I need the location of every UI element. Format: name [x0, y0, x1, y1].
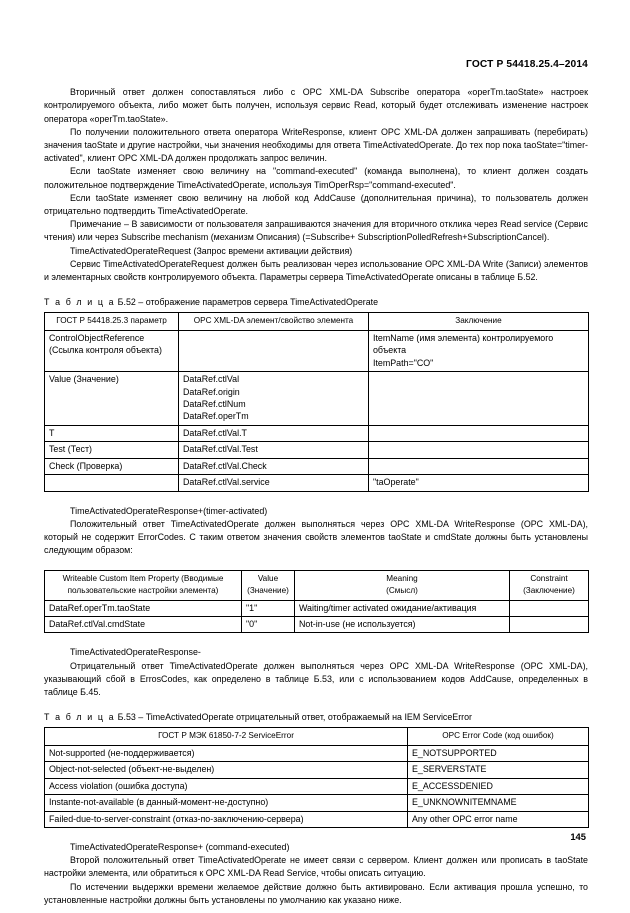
table-b52-cell-param: Value (Значение): [45, 372, 179, 426]
table-b52-cell-param: [45, 475, 179, 491]
table-b53-header-row: [45, 728, 589, 746]
table-row: [45, 372, 589, 426]
paragraph-note-subscribe: Примечание – В зависимости от пользователя запрашиваются значения для вторичного отклика через Read service (Сервис чтения) или через Subscribe mechanism (механизм Описания) (=Subscribe+ SubscriptionPolledRefresh+SubscriptionCancel).: [44, 219, 588, 243]
table-b52-cell-conclusion: ItemName (имя элемента) контролируемого объекта ItemPath="CO": [369, 331, 589, 372]
table-row: [45, 811, 589, 827]
table-b53-cell-service-error: Access violation (ошибка доступа): [45, 778, 408, 794]
page-content: [44, 0, 588, 907]
table-positive-header-constraint: Constraint (Заключение): [510, 571, 589, 600]
paragraph-response-timer-activated-description: Положительный ответ TimeActivatedOperate должен выполняться через OPC XML-DA WriteResponse (OPC XML-DA), который не содержит ErrorCodes. С таким ответом значения свойств элементов taoState и cmdState должны быть установлены следующим образом:: [44, 518, 588, 556]
table-b53-header-opc-error-code: OPC Error Code (код ошибок): [408, 728, 589, 746]
table-positive-response: [44, 570, 589, 633]
table-positive-cell-value: "0": [242, 616, 295, 632]
table-row: [45, 795, 589, 811]
table-row: [45, 762, 589, 778]
table-b52-cell-element: DataRef.ctlVal.T: [179, 425, 369, 441]
table-row: [45, 475, 589, 491]
table-b52-caption: [44, 296, 588, 309]
table-row: [45, 745, 589, 761]
paragraph-addcause: Если taoState изменяет свою величину на любой код AddCause (дополнительная причина), то пользователь должен отрицательно подтвердить TimeActivatedOperate.: [44, 192, 588, 217]
table-positive-cell-meaning: Not-in-use (не используется): [295, 616, 510, 632]
table-b52-caption-text: Б.52 – отображение параметров сервера TimeActivatedOperate: [117, 297, 379, 308]
table-row: [45, 425, 589, 441]
table-row: [45, 600, 589, 616]
table-b53-cell-service-error: Failed-due-to-server-constraint (отказ-по-заключению-сервера): [45, 811, 408, 827]
table-row: [45, 442, 589, 458]
table-b52-caption-lead: Т а б л и ц а: [44, 297, 116, 308]
paragraph-request-description: Сервис TimeActivatedOperateRequest должен быть реализован через использование OPC XML-DA Write (Записи) элементов и элементарных свойств контролируемого объекта. Параметры сервера TimeActivatedOperate описаны в таблице Б.52.: [44, 258, 588, 283]
table-b52-cell-param: Test (Тест): [45, 442, 179, 458]
table-positive-cell-property: DataRef.ctlVal.cmdState: [45, 616, 242, 632]
table-b53-cell-opc-code: Any other OPC error name: [408, 811, 589, 827]
paragraph-write-response: По получении положительного ответа оператора WriteResponse, клиент OPC XML-DA должен запрашивать (перебирать) значения taoState и другие настройки, чьи значения необходимы для ответа TimeActivatedOperate. До тех пор пока taoState="timer-activated", клиент OPC XML-DA должен продолжать запрос величин.: [44, 126, 588, 164]
table-b52-cell-element: DataRef.ctlVal.service: [179, 475, 369, 491]
table-b52-cell-element: DataRef.ctlVal.Check: [179, 458, 369, 474]
table-positive-cell-value: "1": [242, 600, 295, 616]
table-b52-cell-conclusion: [369, 372, 589, 426]
table-b53-caption-lead: Т а б л и ц а: [44, 712, 116, 723]
paragraph-response-command-executed-title: TimeActivatedOperateResponse+ (command-executed): [70, 841, 290, 852]
table-b53-body: [45, 745, 589, 827]
paragraph-command-executed: Если taoState изменяет свою величину на "command-executed" (команда выполнена), то клиент должен создать положительное подтверждение TimeActivatedOperate, используя TimOperRsp="command-executed".: [44, 166, 588, 190]
table-positive-cell-property: DataRef.operTm.taoState: [45, 600, 242, 616]
table-row: [45, 458, 589, 474]
table-b53-cell-opc-code: E_UNKNOWNITEMNAME: [408, 795, 589, 811]
paragraph-timeout-activation: По истечении выдержки времени желаемое действие должно быть активировано. Если активация прошла успешно, то установленные настройки должны быть установлены по умолчанию как указано ниже.: [44, 881, 588, 905]
table-positive-cell-constraint: [510, 616, 589, 632]
table-b52-header-param: ГОСТ Р 54418.25.3 параметр: [45, 313, 179, 331]
table-b52-cell-conclusion: [369, 425, 589, 441]
table-row: [45, 616, 589, 632]
table-b53-cell-service-error: Object-not-selected (объект-не-выделен): [45, 762, 408, 778]
paragraph-response-negative-title: TimeActivatedOperateResponse-: [70, 647, 201, 658]
table-b52-cell-param: T: [45, 425, 179, 441]
paragraph-response-command-executed-description: Второй положительный ответ TimeActivatedOperate не имеет связи с сервером. Клиент должен или прописать в taoState настройки элемента, или обратиться к OPC XML-DA Read Service, чтобы описать ситуацию.: [44, 855, 588, 879]
table-b52-cell-param: ControlObjectReference (Ссылка контроля объекта): [45, 331, 179, 372]
table-b53-header-service-error: ГОСТ Р МЭК 61850-7-2 ServiceError: [45, 728, 408, 746]
paragraph-response-negative-description: Отрицательный ответ TimeActivatedOperate должен выполняться через OPC XML-DA WriteResponse (OPC XML-DA), указывающий сбой в ErrosCodes, как определено в таблице Б.53, или с использованием кодов AddCause, определенных в таблице Б.45.: [44, 660, 588, 697]
table-positive-header-meaning: Meaning (Смысл): [295, 571, 510, 600]
document-header-standard-number: ГОСТ Р 54418.25.4–2014: [466, 59, 588, 70]
paragraph-response-timer-activated-title: TimeActivatedOperateResponse+(timer-activated): [70, 505, 268, 516]
paragraph-secondary-response: Вторичный ответ должен сопоставляться либо с OPC XML-DA Subscribe оператора «operTm.taoState» настроек контролируемого объекта, либо может быть получен, используя сервис Read, который будет отслеживать изменение настроек оператора «operTm.taoState».: [44, 87, 588, 124]
table-positive-header-value: Value (Значение): [242, 571, 295, 600]
page-number: 145: [570, 831, 586, 842]
table-row: [45, 331, 589, 372]
table-b52-cell-conclusion: "taOperate": [369, 475, 589, 491]
table-row: [45, 778, 589, 794]
table-b52-cell-conclusion: [369, 442, 589, 458]
table-positive-header-property: Writeable Custom Item Property (Вводимые пользовательские настройки элемента): [45, 571, 242, 600]
table-b52-header-row: [45, 313, 589, 331]
table-b53-cell-opc-code: E_SERVERSTATE: [408, 762, 589, 778]
table-b53-caption-text: Б.53 – TimeActivatedOperate отрицательный ответ, отображаемый на IEM ServiceError: [117, 712, 473, 723]
table-positive-cell-constraint: [510, 600, 589, 616]
table-b53-cell-service-error: Instante-not-available (в данный-момент-не-доступно): [45, 795, 408, 811]
table-b53: [44, 727, 589, 828]
table-positive-response-body: [45, 600, 589, 633]
table-b52: [44, 312, 589, 491]
table-positive-cell-meaning: Waiting/timer activated ожидание/активация: [295, 600, 510, 616]
table-b52-cell-element: DataRef.ctlVal DataRef.origin DataRef.ctlNum DataRef.operTm: [179, 372, 369, 426]
paragraph-request-title: TimeActivatedOperateRequest (Запрос времени активации действия): [70, 245, 353, 256]
table-b52-cell-element: DataRef.ctlVal.Test: [179, 442, 369, 458]
table-b53-cell-service-error: Not-supported (не-поддерживается): [45, 745, 408, 761]
table-b52-header-conclusion: Заключение: [369, 313, 589, 331]
table-b53-cell-opc-code: E_NOTSUPPORTED: [408, 745, 589, 761]
table-positive-response-header-row: [45, 571, 589, 600]
table-b52-cell-param: Check (Проверка): [45, 458, 179, 474]
table-b52-cell-element: [179, 331, 369, 372]
table-b52-body: [45, 331, 589, 491]
table-b53-caption: [44, 711, 588, 724]
table-b52-header-element: OPC XML-DA элемент/свойство элемента: [179, 313, 369, 331]
table-b52-cell-conclusion: [369, 458, 589, 474]
table-b53-cell-opc-code: E_ACCESSDENIED: [408, 778, 589, 794]
